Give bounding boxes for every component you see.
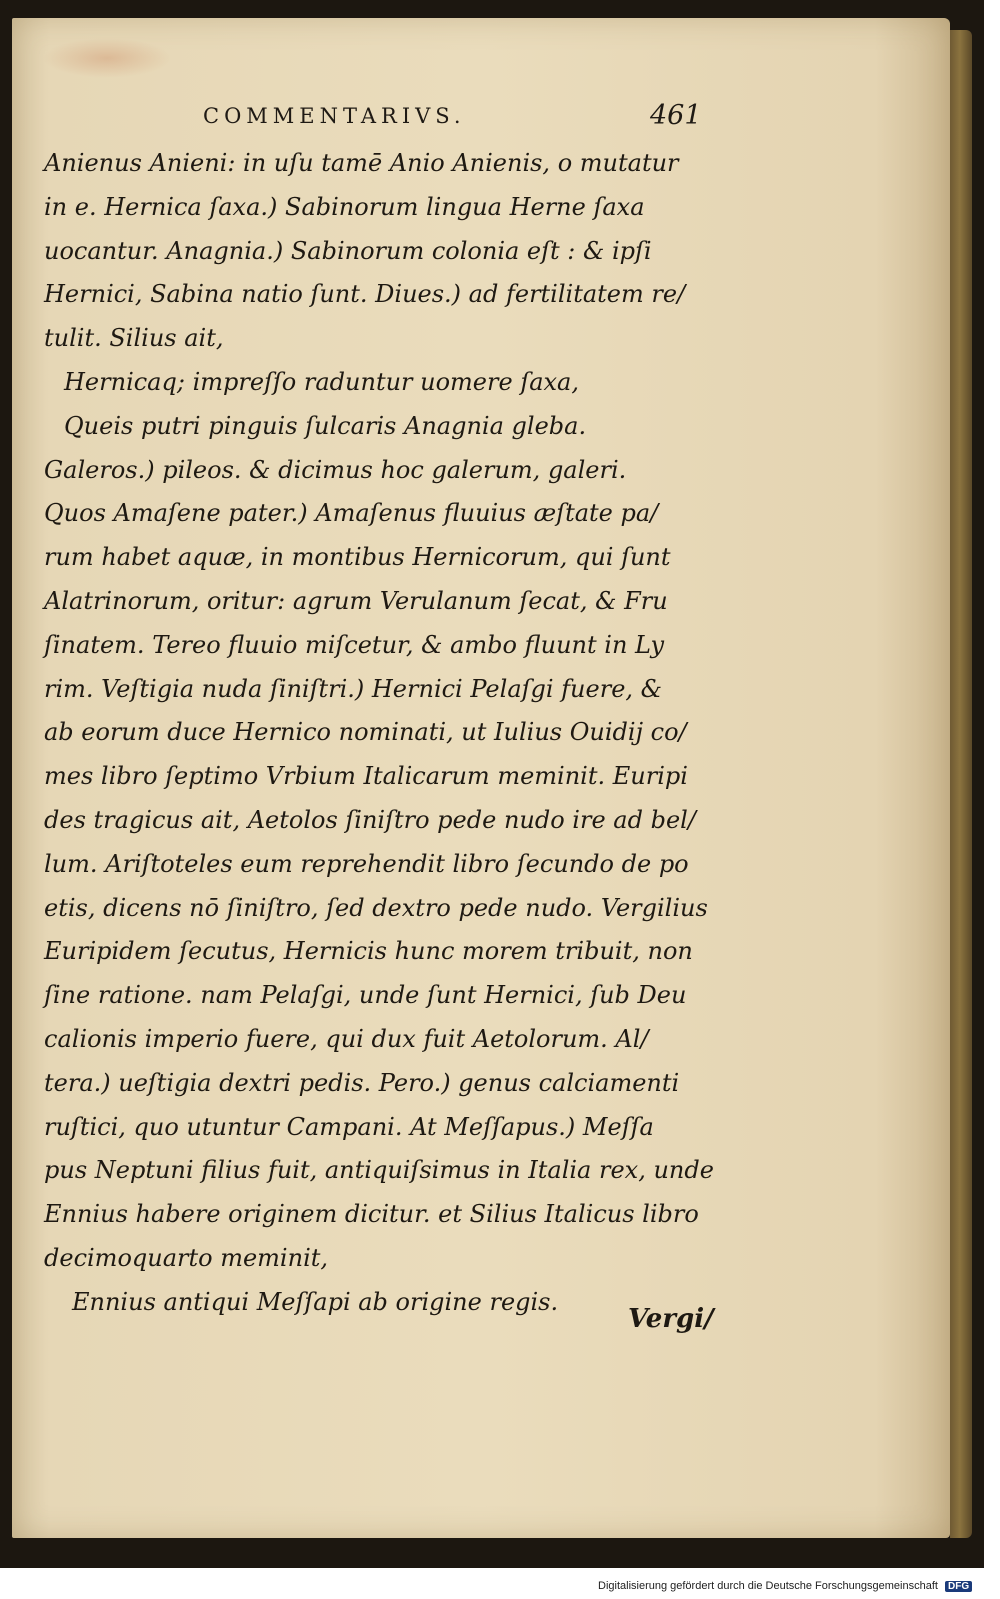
catchword: Vergi/ <box>628 1304 714 1334</box>
text-line: Quos Amaſene pater.) Amaſenus fluuius æſtate pa/ <box>44 499 659 528</box>
verse-line: Hernicaq; impreſſo raduntur uomere ſaxa, <box>64 367 579 396</box>
text-line: etis, dicens nō ſiniſtro, ſed dextro pede nudo. Vergilius <box>44 893 708 922</box>
text-line: Euripidem ſecutus, Hernicis hunc morem tribuit, non <box>44 937 693 966</box>
running-head <box>0 100 1000 134</box>
page-stain <box>42 38 172 78</box>
text-line: lum. Ariſtoteles eum reprehendit libro ſecundo de po <box>44 849 689 878</box>
text-line: decimoquarto meminit, <box>44 1243 329 1272</box>
text-line: uocantur. Anagnia.) Sabinorum colonia eſt : & ipſi <box>44 236 652 265</box>
text-line: Alatrinorum, oritur: agrum Verulanum ſecat, & Fru <box>44 586 668 615</box>
dfg-logo: DFG <box>945 1581 972 1592</box>
text-line: ſine ratione. nam Pelaſgi, unde ſunt Hernici, ſub Deu <box>44 981 687 1010</box>
page-edge <box>950 30 972 1538</box>
commentary-text <box>44 142 724 1325</box>
text-line: Anienus Anieni: in uſu tamē Anio Anienis, o mutatur <box>44 149 679 177</box>
text-line: Ennius habere originem dicitur. et Silius Italicus libro <box>44 1200 699 1229</box>
text-line: Galeros.) pileos. & dicimus hoc galerum, galeri. <box>44 455 627 484</box>
text-line: tera.) ueſtigia dextri pedis. Pero.) genus calciamenti <box>44 1068 680 1097</box>
text-line: rim. Veſtigia nuda ſiniſtri.) Hernici Pelaſgi fuere, & <box>44 674 663 703</box>
text-line: mes libro ſeptimo Vrbium Italicarum meminit. Euripi <box>44 762 688 791</box>
verse-line: Ennius antiqui Meſſapi ab origine regis. <box>72 1287 559 1316</box>
text-line: ruſtici, quo utuntur Campani. At Meſſapus.) Meſſa <box>44 1112 654 1141</box>
text-line: rum habet aquæ, in montibus Hernicorum, qui ſunt <box>44 543 671 572</box>
running-head-title: COMMENTARIVS. <box>203 104 466 128</box>
text-line: in e. Hernica ſaxa.) Sabinorum lingua Herne ſaxa <box>44 192 645 221</box>
text-line: Hernici, Sabina natio ſunt. Diues.) ad fertilitatem re/ <box>44 280 686 309</box>
text-line: calionis imperio fuere, qui dux fuit Aetolorum. Al/ <box>44 1024 649 1053</box>
text-line: ab eorum duce Hernico nominati, ut Iulius Ouidij co/ <box>44 718 687 747</box>
text-line: pus Neptuni filius fuit, antiquiſsimus in Italia rex, unde <box>44 1156 714 1185</box>
text-line: des tragicus ait, Aetolos ſiniſtro pede nudo ire ad bel/ <box>44 805 696 834</box>
verse-line: Queis putri pinguis ſulcaris Anagnia gleba. <box>64 411 587 440</box>
digitization-credit <box>598 1580 972 1596</box>
folio-number: 461 <box>650 100 702 131</box>
credit-text: Digitalisierung gefördert durch die Deutsche Forschungsgemeinschaft <box>598 1580 938 1592</box>
text-line: ſinatem. Tereo fluuio miſcetur, & ambo fluunt in Ly <box>44 630 665 659</box>
text-line: tulit. Silius ait, <box>44 324 224 353</box>
